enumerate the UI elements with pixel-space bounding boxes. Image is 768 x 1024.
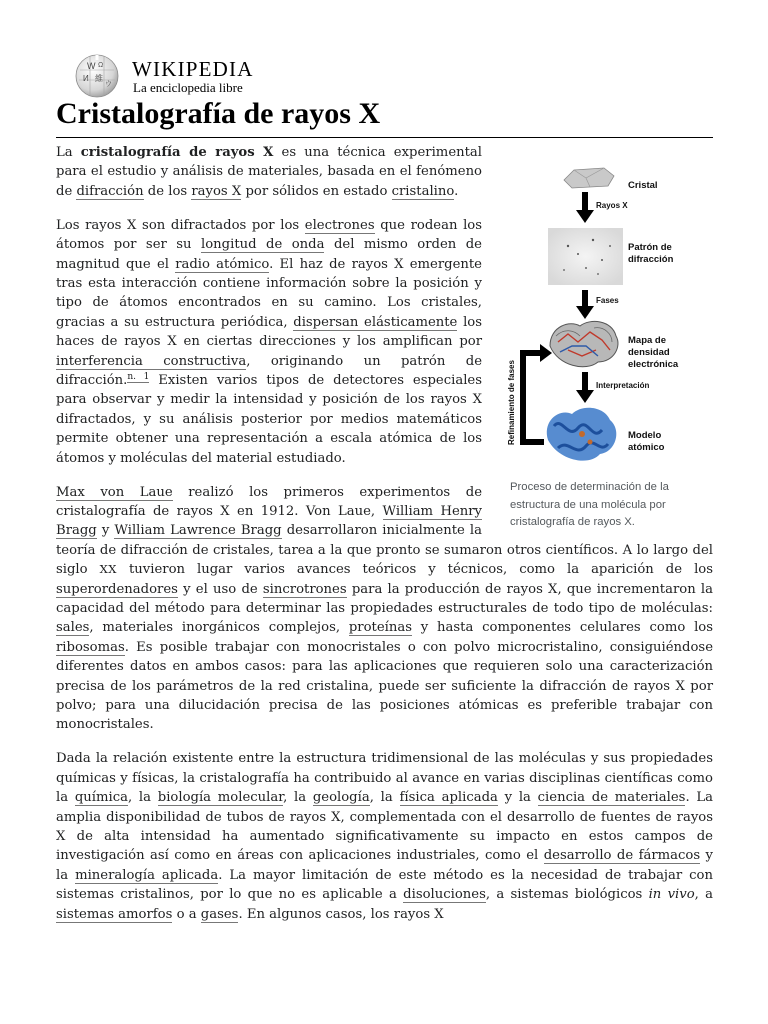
link[interactable]: superordenadores — [56, 581, 178, 597]
paragraph: Max von Laue realizó los primeros experimentos de cristalografía de rayos X en 1912. Von Laue, William Henry Bragg y William Lawrence Bragg desarrollaron inicialmente la teoría de difracción de cristales, tarea a la que pronto se sumaron otros científicos. A lo largo del siglo XX tuvieron lugar varios avances teóricos y técnicos, como la aparición de los superordenadores y el uso de sincrotrones para la producción de rayos X, que incrementaron la capacidad del método para determinar las propiedades estructurales de todo tipo de moléculas: sales, materiales inorgánicos complejos, proteínas y hasta componentes celulares como los ribosomas. Es posible trabajar con monocristales o con polvo microcristalino, consiguiéndose diferentes datos en ambos casos: para las aplicaciones que requieren solo una caracterización precisa de los parámetros de la red cristalina, puede ser suficiente la difracción de rayos X por polvo; para una dilucidación precisa de las posiciones atómicas es preferible trabajar con monocristales. — [56, 484, 713, 733]
link[interactable]: radio atómico — [175, 256, 270, 272]
paragraph: La cristalografía de rayos X es una técnica experimental para el estudio y análisis de materiales, basada en el fenómeno de difracción de los rayos X por sólidos en estado cristalino. — [56, 145, 482, 199]
stage-label: electrónica — [628, 359, 679, 370]
link[interactable]: interferencia constructiva — [56, 353, 247, 369]
site-tagline: La enciclopedia libre — [133, 80, 243, 95]
crystallography-process-diagram[interactable] — [498, 150, 713, 476]
page-title: Cristalografía de rayos X — [56, 97, 381, 130]
arrow-down-icon — [576, 290, 594, 319]
link[interactable]: biología molecular — [157, 790, 284, 806]
crystal-image — [564, 168, 614, 188]
stage-label: Modelo — [628, 430, 662, 441]
link[interactable]: geología — [312, 790, 370, 806]
link[interactable]: desarrollo de fármacos — [543, 848, 701, 864]
link[interactable]: Max von Laue — [56, 484, 173, 500]
globe-letter: W — [87, 61, 96, 71]
century-numeral: XX — [99, 562, 117, 577]
link[interactable]: ribosomas — [56, 639, 125, 655]
link[interactable]: gases — [200, 906, 239, 922]
link[interactable]: electrones — [304, 217, 375, 233]
stage-label: atómico — [628, 442, 665, 453]
link[interactable]: dispersan elásticamente — [293, 314, 458, 330]
step-label: Fases — [596, 296, 619, 305]
globe-letter: И — [83, 74, 89, 83]
electron-density-image — [550, 321, 618, 366]
step-label: Rayos X — [596, 201, 628, 210]
paragraph: Dada la relación existente entre la estructura tridimensional de las moléculas y sus propiedades químicas y físicas, la cristalografía ha contribuido al avance en varias disciplinas científicas como la química, la biología molecular, la geología, la física aplicada y la ciencia de materiales. La amplia disponibilidad de tubos de rayos X, complementada con el desarrollo de fuentes de rayos X de alta intensidad ha aumentado significativamente su impacto en estos campos de investigación así como en áreas con aplicaciones industriales, como el desarrollo de fármacos y la mineralogía aplicada. La mayor limitación de este método es la necesidad de trabajar con sistemas cristalinos, por lo que no es aplicable a disoluciones, a sistemas biológicos in vivo, a sistemas amorfos o a gases. En algunos casos, los rayos X — [56, 751, 714, 922]
stage-label: Cristal — [628, 180, 658, 191]
link[interactable]: rayos X — [191, 183, 242, 199]
wikipedia-globe-icon[interactable] — [74, 53, 120, 99]
paragraph: Los rayos X son difractados por los electrones que rodean los átomos por ser su longitud de onda del mismo orden de magnitud que el radio atómico. El haz de rayos X emergente tras esta interacción contiene información sobre la posición y tipo de átomos encontrados en su camino. Los cristales, gracias a su estructura periódica, dispersan elásticamente los haces de rayos X en ciertas direcciones y los amplifican por interferencia constructiva, originando un patrón de difracción.$^{n. 1}$ Existen varios tipos de detectores especiales para observar y medir la intensidad y posición de los rayos X difractados, y su análisis posterior por medios matemáticos permite obtener una representación a escala atómica de los átomos y moléculas del material estudiado. — [56, 217, 482, 466]
link[interactable]: difracción — [76, 183, 144, 199]
globe-letter: 維 — [95, 74, 103, 83]
figure-box — [498, 150, 713, 532]
diffraction-pattern-image — [548, 228, 623, 285]
globe-letter: Ω — [98, 62, 104, 69]
link[interactable]: longitud de onda — [201, 237, 325, 253]
link[interactable]: sistemas amorfos — [56, 906, 173, 922]
globe-letter: ウ — [105, 81, 112, 88]
italic-term: in vivo — [648, 887, 695, 903]
footnote-link[interactable]: n. 1 — [127, 371, 150, 382]
link[interactable]: sincrotrones — [262, 581, 347, 597]
link[interactable]: mineralogía aplicada — [75, 867, 219, 883]
article-body — [56, 143, 713, 938]
loop-label: Refinamiento de fases — [507, 360, 516, 445]
link[interactable]: física aplicada — [399, 790, 498, 806]
stage-label: Mapa de — [628, 335, 667, 346]
link[interactable]: proteínas — [348, 620, 412, 636]
link[interactable]: William Henry Bragg — [56, 503, 482, 539]
figure-caption: Proceso de determinación de la estructura de una molécula por cristalografía de rayos X. — [510, 481, 669, 528]
link[interactable]: disoluciones — [403, 887, 486, 903]
link[interactable]: ciencia de materiales — [537, 790, 686, 806]
arrow-down-icon — [576, 372, 594, 403]
title-divider — [56, 137, 713, 138]
stage-label: difracción — [628, 254, 674, 265]
atomic-model-image — [547, 408, 617, 461]
term-bold: cristalografía de rayos X — [80, 145, 274, 160]
link[interactable]: química — [74, 790, 128, 806]
step-label: Interpretación — [596, 381, 650, 390]
link[interactable]: cristalino — [391, 183, 455, 199]
link[interactable]: William Lawrence Bragg — [114, 523, 282, 539]
stage-label: densidad — [628, 347, 670, 358]
site-wordmark[interactable]: WIKIPEDIA — [132, 57, 254, 81]
stage-label: Patrón de — [628, 242, 672, 253]
link[interactable]: sales — [56, 620, 90, 636]
arrow-down-icon — [576, 192, 594, 223]
